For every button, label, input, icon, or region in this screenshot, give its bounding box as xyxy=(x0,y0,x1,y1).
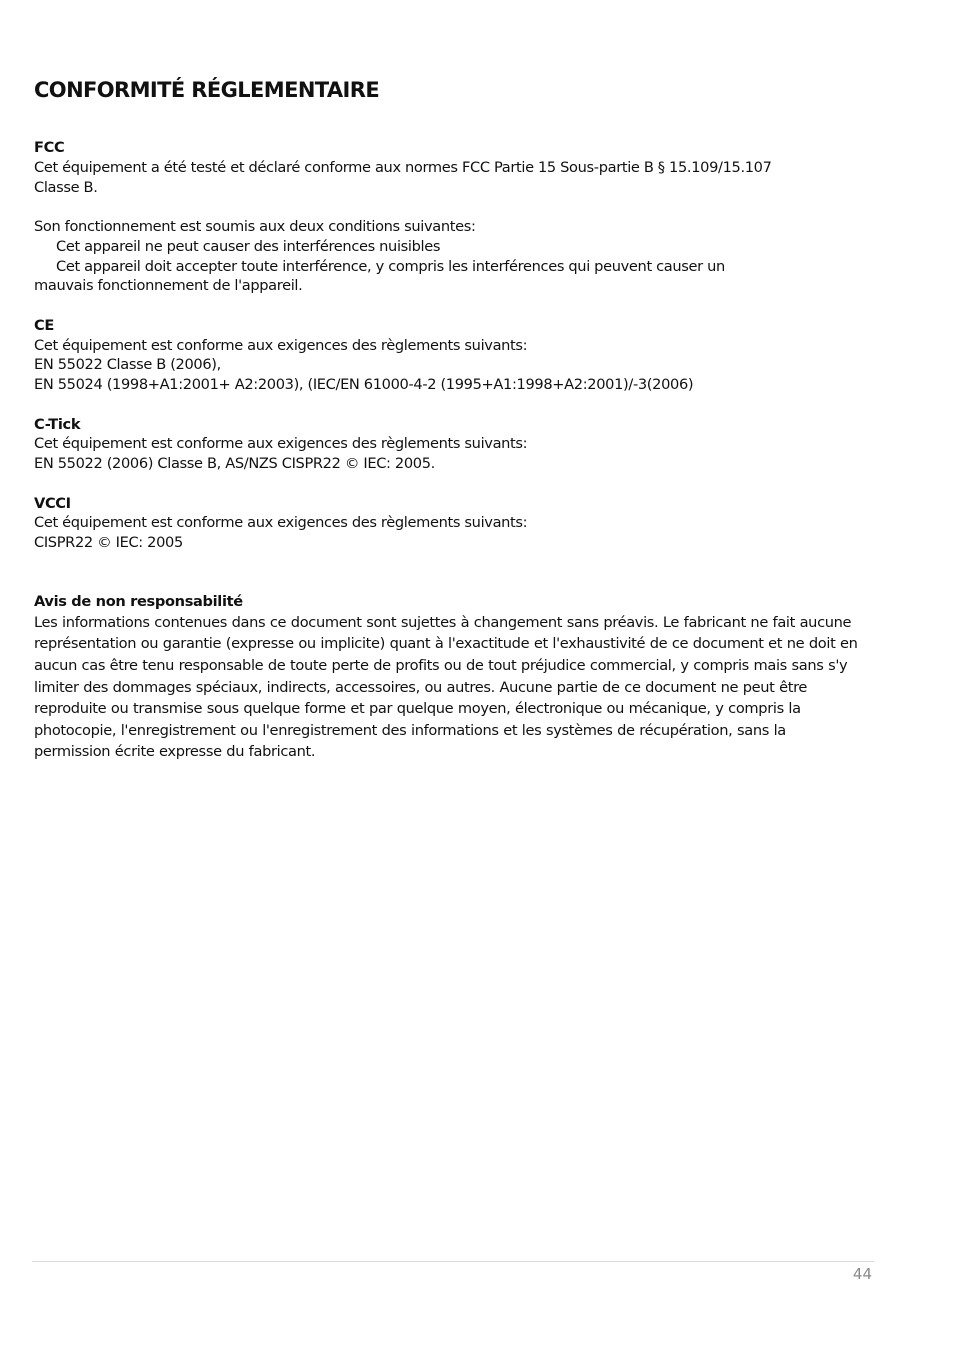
ctick-line-2: EN 55022 (2006) Classe B, AS/NZS CISPR22 © IEC: 2005. xyxy=(34,455,435,473)
vcci-line-1: Cet équipement est conforme aux exigences des règlements suivants: xyxy=(34,514,528,532)
ctick-line-1: Cet équipement est conforme aux exigences des règlements suivants: xyxy=(34,435,528,453)
vcci-line-2: CISPR22 © IEC: 2005 xyxy=(34,534,183,552)
disclaimer-section xyxy=(34,592,864,763)
disclaimer-text: Les informations contenues dans ce document sont sujettes à changement sans préavis. Le fabricant ne fait aucune représentation ou garantie (expresse ou implicite) quant à l'exactitude et l'exhaustivité de ce document et ne doit en aucun cas être tenu responsable de toute perte de profits ou de tout préjudice commercial, y compris mais sans s'y limiter des dommages spéciaux, indirects, accessoires, ou autres. Aucune partie de ce document ne peut être reproduite ou transmise sous quelque forme et par quelque moyen, électronique ou mécanique, y compris la photocopie, l'enregistrement ou l'enregistrement des informations et les systèmes de récupération, sans la permission écrite expresse du fabricant. xyxy=(34,613,858,761)
footer-divider xyxy=(32,1261,874,1262)
disclaimer-heading: Avis de non responsabilité xyxy=(34,592,243,610)
ce-section xyxy=(34,316,864,395)
ce-line-3: EN 55024 (1998+A1:2001+ A2:2003), (IEC/EN 61000-4-2 (1995+A1:1998+A2:2001)/-3(2006) xyxy=(34,376,694,394)
fcc-statement-line-2: Classe B. xyxy=(34,178,98,196)
document-body xyxy=(34,138,864,763)
vcci-section xyxy=(34,494,864,553)
page-title: CONFORMITÉ RÉGLEMENTAIRE xyxy=(34,78,380,102)
spacer xyxy=(34,553,864,592)
page-number: 44 xyxy=(852,1265,872,1283)
ce-line-1: Cet équipement est conforme aux exigences des règlements suivants: xyxy=(34,336,528,354)
fcc-condition-1: Cet appareil ne peut causer des interférences nuisibles xyxy=(56,237,441,255)
spacer xyxy=(34,197,864,217)
ctick-section xyxy=(34,415,864,474)
fcc-condition-2-continued: mauvais fonctionnement de l'appareil. xyxy=(34,277,303,295)
fcc-heading: FCC xyxy=(34,139,65,156)
ce-line-2: EN 55022 Classe B (2006), xyxy=(34,356,221,374)
spacer xyxy=(34,296,864,316)
fcc-condition-2: Cet appareil doit accepter toute interférence, y compris les interférences qui peuvent causer un xyxy=(56,257,725,275)
ctick-heading: C-Tick xyxy=(34,415,81,433)
spacer xyxy=(34,474,864,494)
vcci-heading: VCCI xyxy=(34,494,71,512)
fcc-conditions-intro: Son fonctionnement est soumis aux deux conditions suivantes: xyxy=(34,217,476,235)
fcc-statement-line-1: Cet équipement a été testé et déclaré conforme aux normes FCC Partie 15 Sous-partie B § 15.109/15.107 xyxy=(34,158,772,176)
spacer xyxy=(34,395,864,415)
fcc-section xyxy=(34,138,864,296)
ce-heading: CE xyxy=(34,316,54,334)
